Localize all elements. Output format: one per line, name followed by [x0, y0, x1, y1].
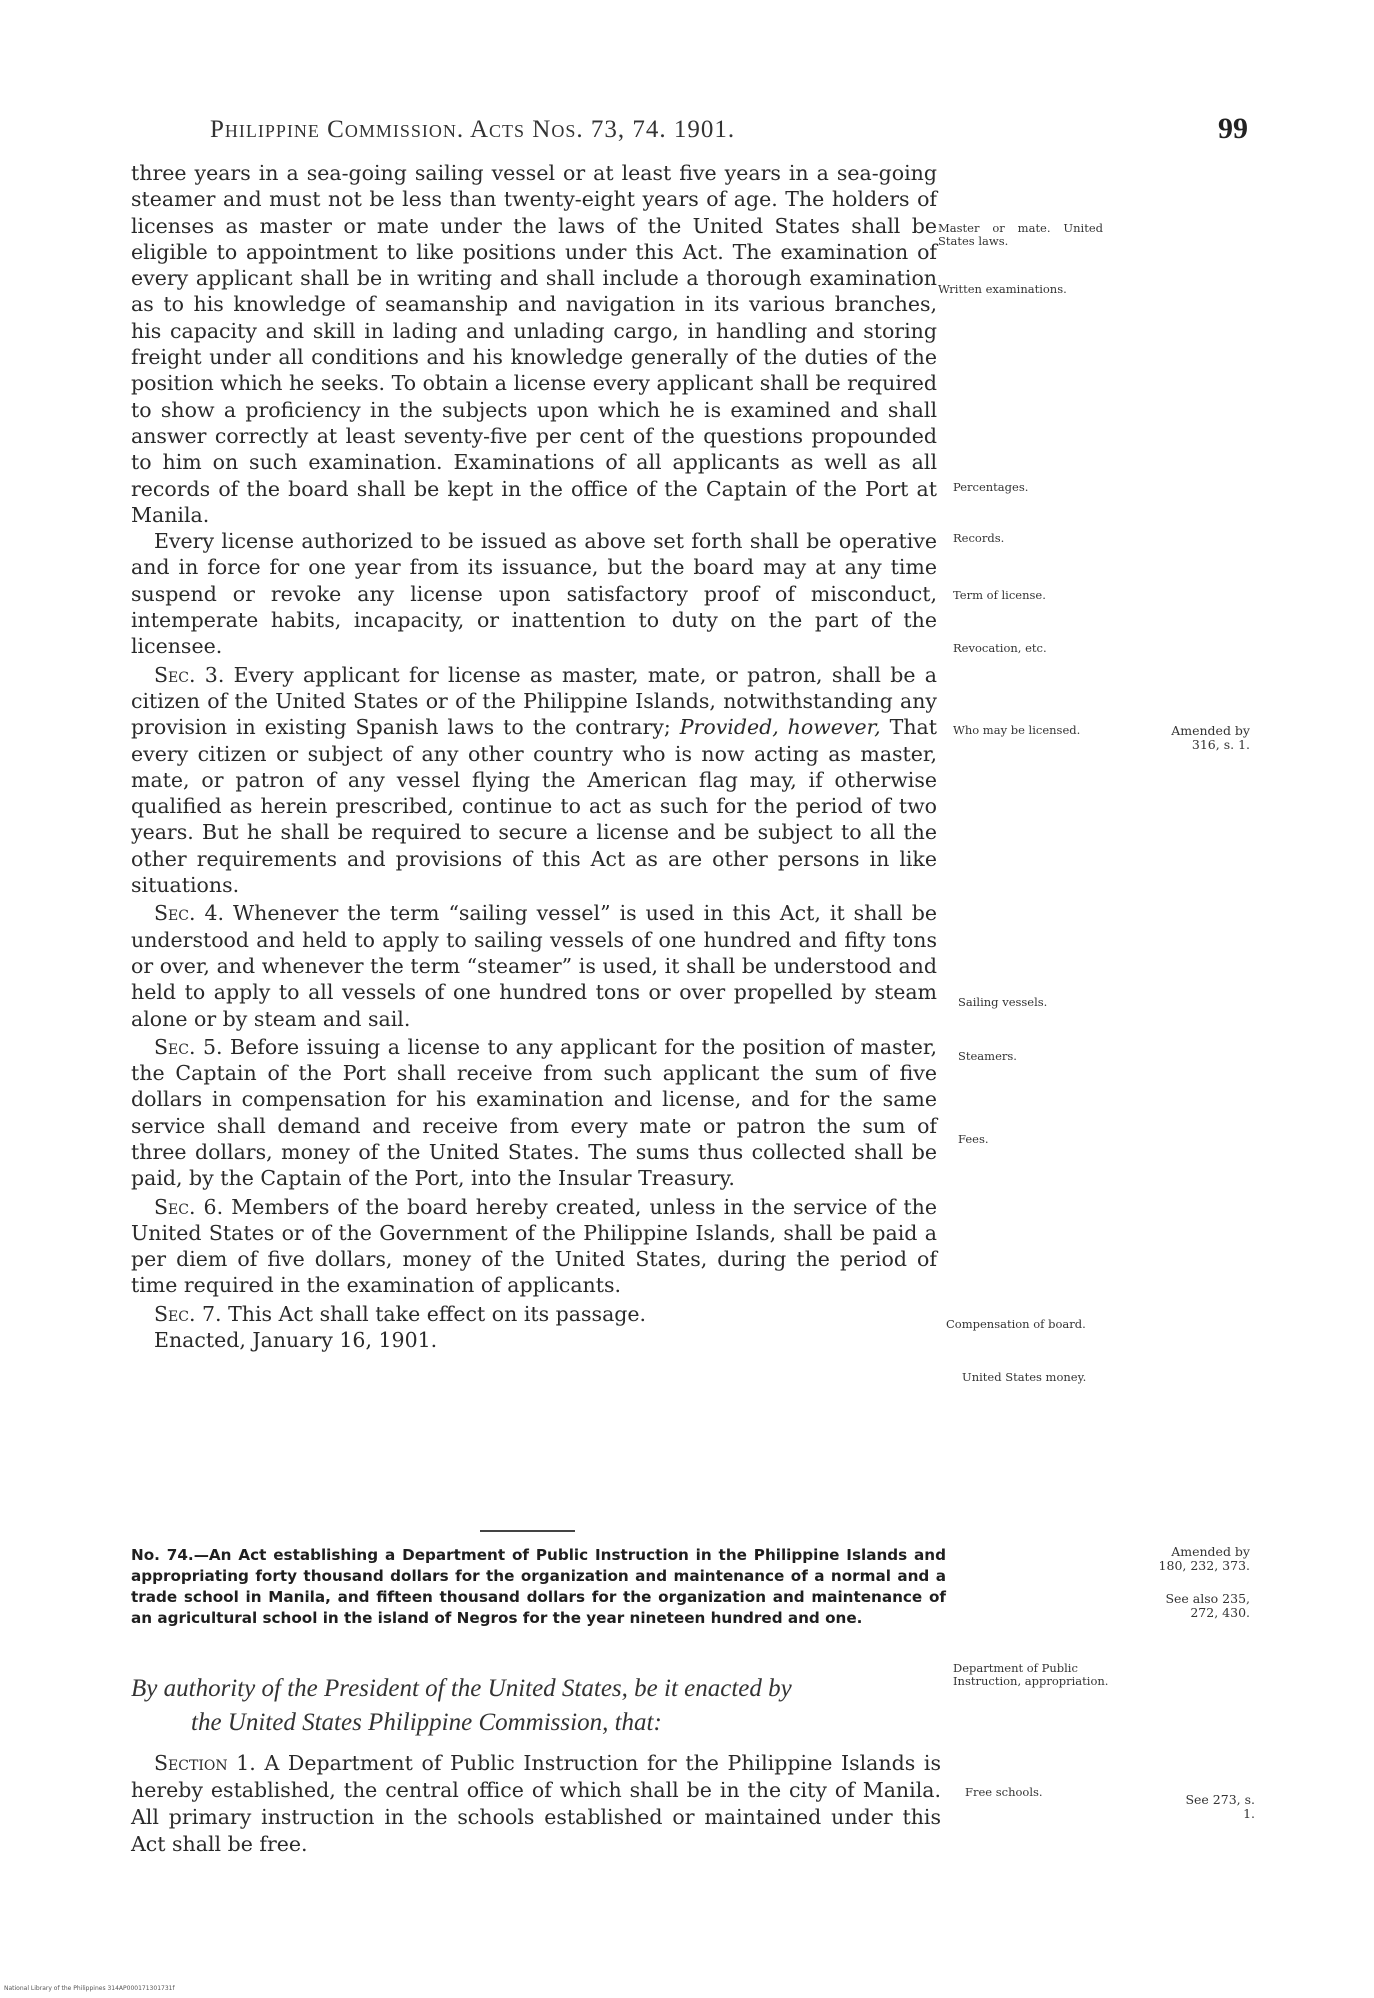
margin-note-us-money: United States money. — [962, 1370, 1087, 1384]
enacting-line-2: the United States Philippine Commission, that: — [191, 1709, 662, 1736]
section-divider — [480, 1530, 575, 1532]
section-5 — [131, 1034, 937, 1192]
enacting-clause — [131, 1672, 946, 1740]
section-text: This Act shall take effect on its passage. — [228, 1301, 647, 1326]
section-label: Sec. 5. — [154, 1034, 223, 1059]
margin-note-revocation: Revocation, etc. — [953, 641, 1047, 655]
section-label: Sec. 4. — [154, 901, 225, 926]
section-3 — [131, 662, 937, 899]
paragraph-continuation: three years in a sea-going sailing vessel or at least five years in a sea-going steamer and must not be less than twenty-eight years of age. The holders of licenses as master or mate under the laws of the United States shall be eligible to appointment to like positions under this Act. The examination of every applicant shall be in writing and shall include a thorough examination as to his knowledge of seamanship and navigation in its various branches, his capacity and skill in lading and unlading cargo, in handling and storing freight under all conditions and his knowledge generally of the duties of the position which he seeks. To obtain a license every applicant shall be required to show a proficiency in the subjects upon which he is examined and shall answer correctly at least seventy-five per cent of the questions propounded to him on such examination. Examinations of all applicants as well as all records of the board shall be kept in the office of the Captain of the Port at Manila. — [131, 161, 937, 527]
margin-note-master-mate: Master or mate. United States laws. — [938, 221, 1103, 248]
section-7 — [131, 1301, 937, 1327]
section-label: Sec. 7. — [154, 1301, 222, 1326]
section-text: Members of the board hereby created, unless in the service of the United States or of the Government of the Philippine Islands, shall be paid a per diem of five dollars, money of the United States, during the period of time required in the examination of applicants. — [131, 1194, 937, 1298]
proviso: Provided, however, — [679, 715, 881, 740]
page-number: 99 — [1218, 112, 1248, 145]
body-text — [131, 160, 937, 1353]
section-text: Every applicant for license as master, mate, or patron, shall be a citizen of the United States or of the Philippine Islands, notwithstanding any provision in existing Spanish laws to the contrary; — [131, 662, 937, 740]
margin-note-free-schools: Free schools. — [965, 1785, 1043, 1799]
section-4 — [131, 900, 937, 1031]
margin-note-percentages: Percentages. — [953, 480, 1029, 494]
cross-ref-see-273: See 273, s. 1. — [1185, 1792, 1255, 1821]
enacting-line-1: By authority of the President of the United States, be it enacted by — [131, 1675, 792, 1702]
section-label: Sec. 3. — [154, 662, 225, 687]
margin-note-dept: Department of Public Instruction, appropriation. — [953, 1661, 1109, 1688]
cross-ref-amended-180: Amended by 180, 232, 373. — [1158, 1544, 1250, 1573]
margin-note-compensation: Compensation of board. — [946, 1317, 1086, 1331]
paragraph-license-term: Every license authorized to be issued as above set forth shall be operative and in force for one year from its issuance, but the board may at any time suspend or revoke any license upon satisfactory proof of misconduct, intemperate habits, incapacity, or inattention to duty on the part of the licensee. — [131, 529, 937, 659]
section-text: Whenever the term “sailing vessel” is used in this Act, it shall be understood and held to apply to sailing vessels of one hundred and fifty tons or over, and whenever the term “steamer” is used, it shall be understood and held to apply to all vessels of one hundred tons or over propelled by steam alone or by steam and sail. — [131, 901, 937, 1031]
margin-note-sailing: Sailing vessels. — [958, 995, 1048, 1009]
act-74-title: No. 74.—An Act establishing a Department of Public Instruction in the Philippine Islands and appropriating forty thousand dollars for the organization and maintenance of a normal and a trade school in Manila, and fifteen thousand dollars for the organization and maintenance of an agricultural school in the island of Negros for the year nineteen hundred and one. — [131, 1546, 946, 1627]
section-text: A Department of Public Instruction for the Philippine Islands is hereby established, the central office of which shall be in the city of Manila. All primary instruction in the schools established or maintained under this Act shall be free. — [131, 1751, 941, 1856]
cross-ref-amended-316: Amended by 316, s. 1. — [1171, 723, 1250, 752]
act-74-section-1 — [131, 1750, 941, 1858]
margin-note-written-exam: Written examinations. — [938, 282, 1067, 296]
section-text: Before issuing a license to any applicant for the position of master, the Captain of the Port shall receive from such applicant the sum of five dollars in compensation for his examination and license, and for the same service shall demand and receive from every mate or patron the sum of three dollars, money of the United States. The sums thus collected shall be paid, by the Captain of the Port, into the Insular Treasury. — [131, 1034, 937, 1191]
section-text: That every citizen or subject of any other country who is now acting as master, mate, or patron of any vessel flying the American flag may, if otherwise qualified as herein prescribed, continue to act as such for the period of two years. But he shall be required to secure a license and be subject to all the other requirements and provisions of this Act as are other persons in like situations. — [131, 715, 937, 898]
margin-note-records: Records. — [953, 531, 1005, 545]
cross-ref-see-also: See also 235, 272, 430. — [1165, 1591, 1250, 1620]
section-label: Sec. 6. — [154, 1194, 224, 1219]
margin-note-term: Term of license. — [953, 588, 1046, 602]
footer-stamp: National Library of the Philippines 314AP000171301731f — [4, 1985, 175, 1992]
margin-note-fees: Fees. — [958, 1132, 989, 1146]
margin-note-steamers: Steamers. — [958, 1049, 1017, 1063]
running-head: Philippine Commission. Acts Nos. 73, 74. 1901. — [210, 116, 736, 143]
section-label: Section 1. — [154, 1751, 256, 1775]
enacted-date: Enacted, January 16, 1901. — [154, 1328, 438, 1353]
margin-note-who-licensed: Who may be licensed. — [953, 723, 1081, 737]
section-6 — [131, 1194, 937, 1299]
